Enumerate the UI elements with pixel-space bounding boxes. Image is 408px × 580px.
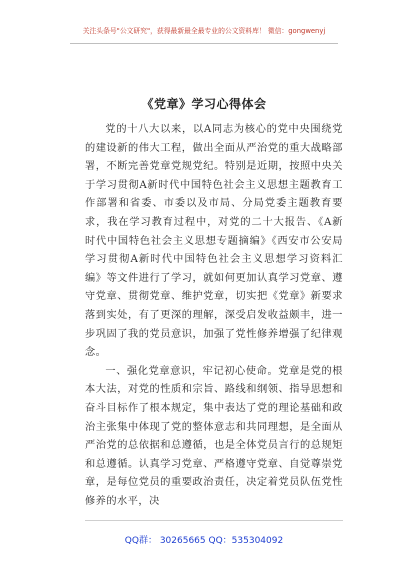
body-paragraph-2: 一、强化党章意识，牢记初心使命。党章是党的根本大法，对党的性质和宗旨、路线和纲领、指导思想和奋斗目标作了根本规定，集中表达了党的理论基础和政治主张集中体现了党的整体意志和共同理想，是全面从严治党的总依据和总遵循，也是全体党员言行的总规矩和总遵循。认真学习党章、严格遵守党章、自觉尊崇党章，是每位党员的重要政治责任，决定着党员队伍党性修养的水平，决 bbox=[85, 365, 343, 507]
footer-divider bbox=[85, 520, 343, 521]
header-promo-text: 关注头条号"公文研究"，获得最新最全最专业的公文资料库！ 微信：gongwenyj bbox=[82, 27, 326, 35]
document-body bbox=[85, 121, 343, 511]
header-divider bbox=[70, 43, 338, 44]
footer-contact-text: QQ群： 30265665 QQ：535304092 bbox=[124, 536, 284, 546]
body-paragraph-1: 党的十八大以来，以A同志为核心的党中央围绕党的建设新的伟大工程，做出全面从严治党的重大战略部署，不断完善党章党规党纪。特别是近期，按照中央关于学习贯彻A新时代中国特色社会主义思想主题教育工作部署和省委、市委以及市局、分局党委主题教育要求，我在学习教育过程中，对党的二十大报告、《A新时代中国特色社会主义思想专题摘编》《西安市公安局学习贯彻A新时代中国特色社会主义思想学习资料汇编》等文件进行了学习，就如何更加认真学习党章、遵守党章、贯彻党章、维护党章，切实把《党章》新要求落到实处，有了更深的理解，深受启发收益颇丰，进一步巩固了我的党员意识，加强了党性修养增强了纪律观念。 bbox=[85, 124, 343, 359]
document-title: 《党章》学习心得体会 bbox=[141, 97, 267, 111]
